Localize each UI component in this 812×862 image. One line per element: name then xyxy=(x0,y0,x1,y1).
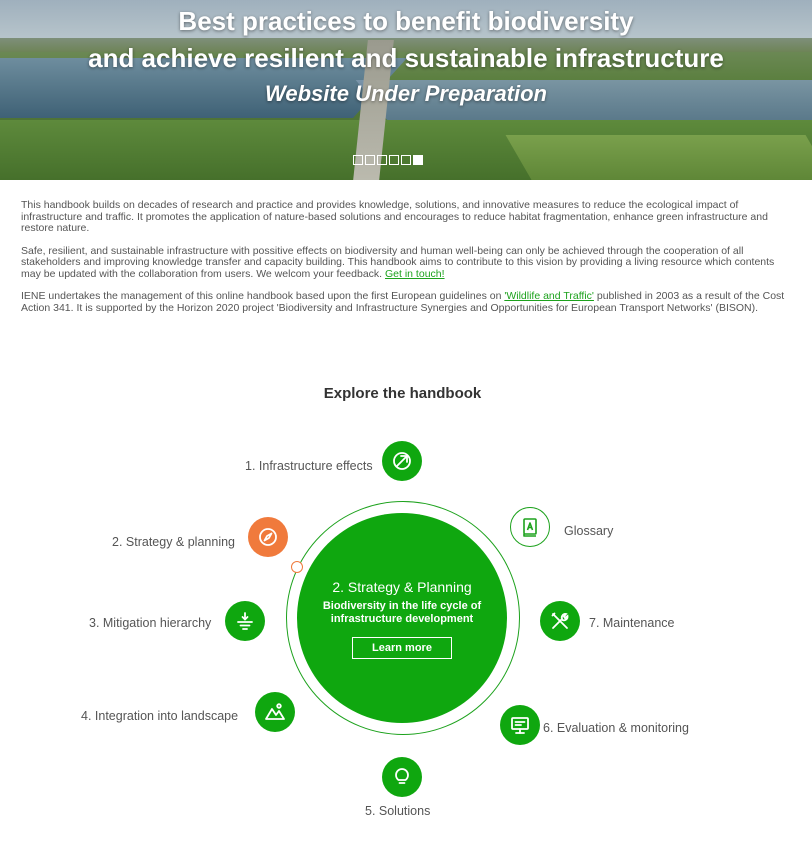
chapter-label-6[interactable]: 6. Evaluation & monitoring xyxy=(543,721,689,735)
monitor-icon xyxy=(508,713,532,737)
chapter-node-5[interactable] xyxy=(382,757,422,797)
center-description: Biodiversity in the life cycle of infrastructure development xyxy=(322,600,482,625)
slider-dots xyxy=(353,155,423,165)
slider-dot-3[interactable] xyxy=(377,155,387,165)
hero-banner xyxy=(0,0,812,180)
chapter-node-2[interactable] xyxy=(248,517,288,557)
hero-title-line-2: and achieve resilient and sustainable infrastructure xyxy=(88,43,724,73)
glossary-label[interactable]: Glossary xyxy=(564,524,614,538)
tools-icon xyxy=(548,609,572,633)
hero-title xyxy=(0,3,812,77)
mountains-icon xyxy=(263,700,287,724)
explore-title: Explore the handbook xyxy=(323,385,482,402)
chapter-node-3[interactable] xyxy=(225,601,265,641)
slider-dot-4[interactable] xyxy=(389,155,399,165)
center-title: 2. Strategy & Planning xyxy=(332,579,472,595)
chapter-label-3[interactable]: 3. Mitigation hierarchy xyxy=(89,616,212,630)
wildlife-and-traffic-link[interactable]: 'Wildlife and Traffic' xyxy=(504,290,594,302)
chapter-node-4[interactable] xyxy=(255,692,295,732)
chapter-label-4[interactable]: 4. Integration into landscape xyxy=(81,709,239,723)
globe-arrow-icon xyxy=(390,449,414,473)
intro-paragraph-1: This handbook builds on decades of research and practice and provides knowledge, solutions, and innovative measures to reduce the ecological impact of infrastructure and traffic. It promotes the application of nature-based solutions and encourages to reduce habitat fragmentation, enhance green infrastructure and restore nature. xyxy=(21,199,768,234)
chapter-label-5[interactable]: 5. Solutions xyxy=(365,804,431,818)
hero-field-right xyxy=(506,135,812,180)
chapter-label-2[interactable]: 2. Strategy & planning xyxy=(112,535,235,549)
slider-dot-6[interactable] xyxy=(413,155,423,165)
book-icon xyxy=(518,515,542,539)
center-circle xyxy=(297,513,507,723)
intro-text xyxy=(21,200,787,325)
chapter-node-7[interactable] xyxy=(540,601,580,641)
get-in-touch-link[interactable]: Get in touch! xyxy=(385,267,445,280)
chapter-node-6[interactable] xyxy=(500,705,540,745)
intro-paragraph-3-before: IENE undertakes the management of this online handbook based upon the first European guidelines on xyxy=(21,290,505,302)
slider-dot-1[interactable] xyxy=(353,155,363,165)
chapter-label-7[interactable]: 7. Maintenance xyxy=(589,616,675,630)
learn-more-button[interactable]: Learn more xyxy=(352,637,452,659)
intro-paragraph-3 xyxy=(21,291,787,314)
slider-dot-2[interactable] xyxy=(365,155,375,165)
hero-subtitle: Website Under Preparation xyxy=(265,81,547,106)
lightbulb-icon xyxy=(390,765,414,789)
chapter-node-1[interactable] xyxy=(382,441,422,481)
slider-dot-5[interactable] xyxy=(401,155,411,165)
intro-paragraph-2-text: Safe, resilient, and sustainable infrastructure with possitive effects on biodiversity and human well-being can only be achieved through the cooperation of all stakeholders and improving knowledge transfer and capacity building. This handbook aims to contribute to this vision by providing a living resource which contents may be updated with the collaboration from users. We welcom your feedback. xyxy=(21,244,775,280)
ring-position-marker xyxy=(291,561,303,573)
intro-paragraph-3-after: published in 2003 as a result of the Cost Action 341. It is supported by the Horizon 2020 project 'Biodiversity and Infrastructure Synergies and Opportunities for European Transport Networks' (BISON). xyxy=(21,290,785,314)
hero-title-line-1: Best practices to benefit biodiversity xyxy=(178,6,634,36)
compass-icon xyxy=(256,525,280,549)
intro-paragraph-2 xyxy=(21,246,787,281)
hierarchy-icon xyxy=(233,609,257,633)
glossary-node[interactable] xyxy=(510,507,550,547)
chapter-label-1[interactable]: 1. Infrastructure effects xyxy=(245,459,373,473)
